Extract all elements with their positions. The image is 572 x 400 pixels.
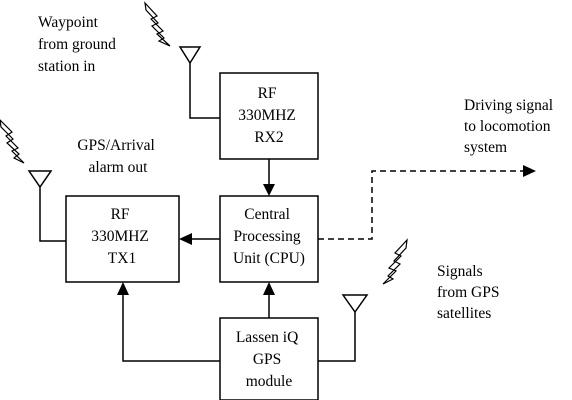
gps-arrival-signal-icon — [0, 120, 24, 163]
gps-antenna-icon — [318, 295, 367, 361]
waypoint-label: Waypoint from ground station in — [38, 14, 116, 75]
rx2-label: RF 330MHZ RX2 — [238, 85, 296, 146]
gps-signals-label: Signals from GPS satellites — [437, 263, 500, 322]
gps-arrival-label: GPS/Arrival alarm out — [77, 137, 155, 176]
waypoint-signal-icon — [145, 3, 170, 46]
gps-module-label: Lassen iQ GPS module — [235, 329, 299, 390]
cpu-label: Central Processing Unit (CPU) — [233, 206, 305, 267]
cpu-to-tx1-arrow — [179, 233, 220, 245]
tx1-antenna-icon — [29, 171, 66, 241]
tx1-label: RF 330MHZ TX1 — [91, 206, 149, 267]
cpu-driving-signal-arrow — [318, 165, 536, 239]
gps-to-cpu-arrow — [263, 282, 275, 318]
rx2-antenna-icon — [180, 47, 220, 118]
rx2-to-cpu-arrow — [263, 159, 275, 196]
driving-signal-label: Driving signal to locomotion system — [464, 97, 554, 156]
gps-satellite-signal-icon — [383, 240, 407, 284]
gps-to-tx1-arrow — [117, 282, 220, 361]
